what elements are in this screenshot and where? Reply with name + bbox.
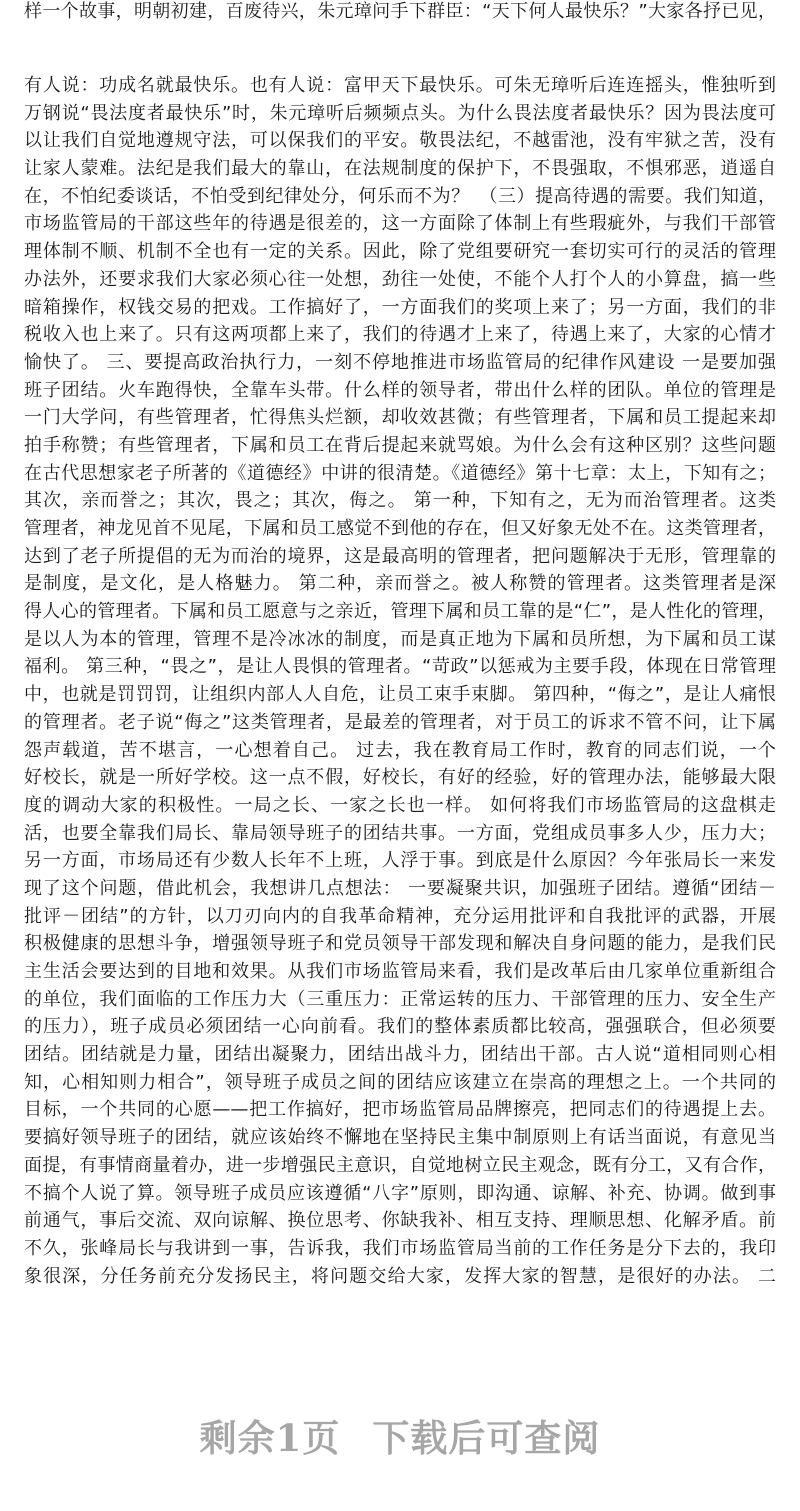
document-text-line: 目标，一个共同的心愿——把工作搞好，把市场监管局品牌擦亮，把同志们的待遇提上去。 [24, 1099, 776, 1121]
download-prompt[interactable] [0, 1408, 800, 1462]
document-text-line: 市场监管局的干部这些年的待遇是很差的，这一方面除了体制上有些瑕疵外，与我们干部管 [24, 213, 776, 235]
document-text-line: 批评－团结”的方针，以刀刃向内的自我革命精神，充分运用批评和自我批评的武器，开展 [24, 905, 776, 927]
document-text-line: 达到了老子所提倡的无为而治的境界，这是最高明的管理者，把问题解决于无形，管理靠的 [24, 545, 776, 567]
document-text-line: 让家人蒙难。法纪是我们最大的靠山，在法规制度的保护下，不畏强取，不惧邪恶，逍遥自 [24, 158, 776, 180]
document-text-line: 主生活会要达到的目地和效果。从我们市场监管局来看，我们是改革后由几家单位重新组合 [24, 961, 776, 982]
document-text-line: 万钢说“畏法度者最快乐”时，朱元璋听后频频点头。为什么畏法度者最快乐？因为畏法度可 [24, 102, 776, 124]
document-text-top-line: 样一个故事，明朝初建，百废待兴，朱元璋问手下群臣：“天下何人最快乐？”大家各抒已见， [24, 1, 776, 22]
remaining-pages-label: 剩余1页 [199, 1416, 341, 1460]
document-text-line: 象很深，分任务前充分发扬民主，将问题交给大家，发挥大家的智慧，是很好的办法。 二 [24, 1265, 776, 1287]
document-text-line: 拍手称赞；有些管理者，下属和员工在背后提起来就骂娘。为什么会有这种区别？这些问题 [24, 434, 776, 456]
document-text-line: 怨声载道，苦不堪言，一心想着自己。 过去，我在教育局工作时，教育的同志们说，一个 [24, 739, 776, 761]
document-text-line: 不搞个人说了算。领导班子成员应该遵循“八字”原则，即沟通、谅解、补充、协调。做到事 [24, 1182, 776, 1204]
document-text-line: 一门大学问，有些管理者，忙得焦头烂额，却收效甚微；有些管理者，下属和员工提起来却 [24, 407, 776, 429]
document-text-line: 班子团结。火车跑得快，全靠车头带。什么样的领导者，带出什么样的团队。单位的管理是 [24, 379, 776, 401]
document-text-line: 理体制不顺、机制不全也有一定的关系。因此，除了党组要研究一套切实可行的灵活的管理 [24, 241, 776, 263]
document-text-line: 管理者，神龙见首不见尾，下属和员工感觉不到他的存在，但又好象无处不在。这类管理者， [24, 518, 776, 539]
document-text-line: 是制度，是文化，是人格魅力。 第二种，亲而誉之。被人称赞的管理者。这类管理者是深 [24, 573, 776, 595]
document-text-line: 的单位，我们面临的工作压力大（三重压力：正常运转的压力、干部管理的压力、安全生产 [24, 988, 776, 1010]
document-text-line: 以让我们自觉地遵规守法，可以保我们的平安。敬畏法纪，不越雷池，没有牢狱之苦，没有 [24, 130, 776, 152]
document-text-line: 不久，张峰局长与我讲到一事，告诉我，我们市场监管局当前的工作任务是分下去的，我印 [24, 1237, 776, 1259]
document-text-line: 面提，有事情商量着办，进一步增强民主意识，自觉地树立民主观念，既有分工，又有合作， [24, 1154, 776, 1176]
document-text-line: 税收入也上来了。只有这两项都上来了，我们的待遇才上来了，待遇上来了，大家的心情才 [24, 324, 776, 346]
document-text-line: 活，也要全靠我们局长、靠局领导班子的团结共事。一方面，党组成员事多人少，压力大； [24, 822, 776, 844]
document-text-line: 团结。团结就是力量，团结出凝聚力，团结出战斗力，团结出干部。古人说“道相同则心相 [24, 1044, 776, 1066]
document-text-line: 在古代思想家老子所著的《道德经》中讲的很清楚。《道德经》第十七章：太上，下知有之； [24, 462, 776, 484]
document-text-line: 要搞好领导班子的团结，就应该始终不懈地在坚持民主集中制原则上有话当面说，有意见当 [24, 1127, 776, 1149]
document-text-line: 中，也就是罚罚罚，让组织内部人人自危，让员工束手束脚。 第四种，“侮之”，是让人痛恨 [24, 684, 776, 706]
document-text-line: 办法外，还要求我们大家必须心往一处想，劲往一处使，不能个人打个人的小算盘，搞一些 [24, 268, 776, 290]
document-text-line: 福利。 第三种，“畏之”，是让人畏惧的管理者。“苛政”以惩戒为主要手段，体现在日常管理 [24, 656, 776, 678]
document-text-line: 知，心相知则力相合”，领导班子成员之间的团结应该建立在崇高的理想之上。一个共同的 [24, 1071, 776, 1093]
document-text-line: 的压力），班子成员必须团结一心向前看。我们的整体素质都比较高，强强联合，但必须要 [24, 1016, 776, 1038]
document-body [24, 72, 776, 1290]
document-text-line: 另一方面，市场局还有少数人长年不上班，人浮于事。到底是什么原因？今年张局长一来发 [24, 850, 776, 872]
document-text-line: 现了这个问题，借此机会，我想讲几点想法： 一要凝聚共识，加强班子团结。遵循“团结－ [24, 877, 776, 899]
document-text-line: 是以人为本的管理，管理不是冷冰冰的制度，而是真正地为下属和员所想，为下属和员工谋 [24, 628, 776, 650]
document-text-line: 好校长，就是一所好学校。这一点不假，好校长，有好的经验，好的管理办法，能够最大限 [24, 767, 776, 789]
document-text-line: 有人说：功成名就最快乐。也有人说：富甲天下最快乐。可朱无璋听后连连摇头，惟独听到 [24, 75, 776, 96]
download-to-view-label: 下载后可查阅 [372, 1416, 601, 1460]
document-text-line: 在，不怕纪委谈话，不怕受到纪律处分，何乐而不为？ （三）提高待遇的需要。我们知道， [24, 185, 776, 207]
document-text-line: 愉快了。 三、要提高政治执行力，一刻不停地推进市场监管局的纪律作风建设 一是要加强 [24, 351, 776, 373]
document-text-line: 其次，亲而誉之；其次，畏之；其次，侮之。 第一种，下知有之，无为而治管理者。这类 [24, 490, 776, 512]
document-text-line: 的管理者。老子说“侮之”这类管理者，是最差的管理者，对于员工的诉求不管不问，让下属 [24, 711, 776, 733]
document-text-line: 前通气，事后交流、双向谅解、换位思考、你缺我补、相互支持、理顺思想、化解矛盾。前 [24, 1210, 776, 1232]
document-text-line: 得人心的管理者。下属和员工愿意与之亲近，管理下属和员工靠的是“仁”，是人性化的管理， [24, 601, 776, 623]
document-text-line: 暗箱操作，权钱交易的把戏。工作搞好了，一方面我们的奖项上来了；另一方面，我们的非 [24, 296, 776, 318]
document-text-line: 度的调动大家的积极性。一局之长、一家之长也一样。 如何将我们市场监管局的这盘棋走 [24, 794, 776, 816]
document-text-line: 积极健康的思想斗争，增强领导班子和党员领导干部发现和解决自身问题的能力，是我们民 [24, 933, 776, 955]
